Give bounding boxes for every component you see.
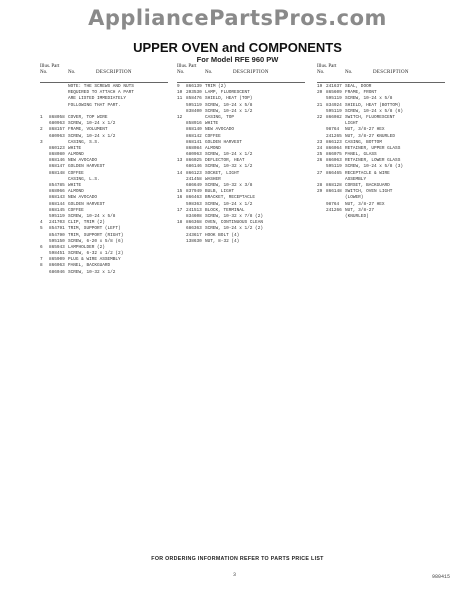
part-number: 865943 [49, 244, 65, 250]
part-description: NEW AVOCADO [68, 158, 97, 164]
header-description: DESCRIPTION [233, 70, 269, 75]
part-number: 866082 [326, 114, 342, 120]
part-description: FOLLOWING THAT PART. [68, 102, 121, 108]
part-number: 865909 [49, 257, 65, 263]
part-description: NEW AVOCADO [205, 127, 234, 133]
part-number: 203530 [186, 90, 202, 96]
part-description: CASING, BOTTOM [345, 139, 382, 145]
header-no: No. [68, 70, 76, 75]
part-description: BRACKET, RECEPTACLE [205, 195, 256, 201]
part-description: BULB, LIGHT [205, 189, 234, 195]
part-number: 868066 [49, 189, 65, 195]
part-description: GOLDEN HARVEST [205, 139, 242, 145]
part-number: 868148 [49, 170, 65, 176]
part-number: 680963 [186, 152, 202, 158]
item-number: 19 [317, 84, 323, 89]
part-description: COFFEE [68, 207, 84, 213]
part-description: SOCKET, LIGHT [205, 170, 240, 176]
part-description: NUT, 3/8-27 [345, 207, 374, 213]
part-description: SCREW, 10-32 x 3/8 [205, 183, 253, 188]
part-description: CORSET, BACKGUARD [345, 183, 390, 188]
part-description: SCREW, 10-32 x 1/2 [68, 269, 116, 275]
item-number: 9 [177, 84, 180, 89]
part-number: 595119 [49, 213, 65, 219]
part-description: PLUG & WIRE ASSEMBLY [68, 257, 121, 263]
part-description: SCREW, 10-32 x 7/8 (2) [205, 213, 263, 219]
part-number: 98764 [326, 127, 340, 133]
part-number: 868147 [49, 164, 65, 170]
item-number: 6 [40, 244, 43, 250]
header-illus-part: Illus. Part [317, 64, 337, 69]
item-number: 22 [317, 114, 323, 120]
part-description: SCREW, 6-20 x 5/8 (6) [68, 238, 124, 244]
part-description: FRAME, FRONT [345, 90, 377, 96]
part-description: WASHER [205, 176, 221, 182]
part-number: 834608 [186, 213, 202, 219]
part-description: BLOCK, TERMINAL [205, 207, 245, 213]
part-description: RECEPTACLE & WIRE [345, 170, 390, 176]
item-number: 28 [317, 183, 323, 188]
part-description: CLIP, TRIM (2) [68, 220, 105, 226]
part-number: 98764 [326, 201, 340, 207]
part-number: 854790 [49, 232, 65, 238]
part-description: LAMPHOLDER (2) [68, 244, 105, 250]
part-description: PANEL, BACKGUARD [68, 263, 111, 269]
part-description: (KNURLED) [345, 213, 369, 219]
parts-column-2 [177, 64, 317, 245]
part-description: SEAL, DOOR [345, 84, 372, 89]
page-subtitle: For Model RFE 960 PW [196, 55, 279, 64]
part-number: 854791 [49, 226, 65, 232]
part-description: TRIM (2) [205, 84, 227, 89]
part-description: NEW AVOCADO [68, 195, 97, 201]
part-description: LAMP, FLUORESCENT [205, 90, 250, 96]
header-no: No. [205, 70, 213, 75]
part-number: 866123 [326, 139, 342, 145]
item-number: 20 [317, 90, 323, 96]
part-description: ALMOND [205, 145, 221, 151]
item-number: 12 [177, 114, 183, 120]
item-number: 16 [177, 195, 183, 201]
part-number: 858916 [186, 121, 202, 127]
part-description: WHITE [68, 183, 82, 188]
item-number: 11 [177, 96, 183, 102]
part-description: GOLDEN HARVEST [68, 201, 105, 207]
header-no: No. [345, 70, 353, 75]
header-description: DESCRIPTION [373, 70, 409, 75]
item-number: 2 [40, 127, 43, 133]
part-description: SCREW, 10-24 x 5/8 [205, 102, 253, 108]
part-number: 868128 [326, 183, 342, 188]
part-description: COFFEE [68, 170, 84, 176]
part-number: 598451 [49, 251, 65, 257]
header-divider [177, 82, 305, 83]
part-description: (LOWER) [345, 195, 364, 201]
part-number: 837949 [186, 189, 202, 195]
part-description: ALMOND [68, 189, 84, 195]
part-description: RETAINER, LOWER GLASS [345, 158, 401, 164]
part-number: 866148 [326, 189, 342, 195]
part-description: GOLDEN HARVEST [68, 164, 105, 170]
part-number: 241265 [326, 133, 342, 139]
parts-list [317, 84, 447, 220]
parts-row [317, 214, 447, 220]
part-description: SCREW, 10-24 x 5/8 [345, 96, 393, 102]
header-illus-part: Illus. Part [40, 64, 60, 69]
part-description: ALMOND [68, 152, 84, 158]
part-number: 686363 [186, 226, 202, 232]
part-description: OVEN, CONTINUOUS CLEAN [205, 220, 263, 226]
item-number: 15 [177, 189, 183, 195]
part-number: 865609 [326, 90, 342, 96]
part-number: 241703 [49, 220, 65, 226]
part-number: 680963 [49, 121, 65, 127]
part-number: 680963 [49, 133, 65, 139]
column-header [317, 64, 447, 82]
part-description: SCREW, 10-32 x 1/2 [205, 164, 253, 170]
part-number: 241513 [186, 207, 202, 213]
item-number: 3 [40, 139, 43, 145]
item-number: 21 [317, 102, 323, 108]
part-description: CASING, S.S. [68, 139, 100, 145]
header-no: No. [177, 70, 185, 75]
part-description: NUT, 8-32 (4) [205, 238, 240, 244]
item-number: 25 [317, 152, 323, 158]
part-description: SHIELD, HEAT (BOTTOM) [345, 102, 401, 108]
part-description: SCREW, 10-24 x 1/2 [205, 152, 253, 158]
item-number: 8 [40, 263, 43, 269]
item-number: 5 [40, 226, 43, 232]
part-number: 866123 [186, 170, 202, 176]
part-number: 241266 [326, 207, 342, 213]
part-number: 868157 [49, 127, 65, 133]
part-description: SCREW, 6-32 x 1/2 (2) [68, 251, 124, 257]
part-number: 854785 [49, 183, 65, 188]
header-divider [317, 82, 445, 83]
parts-list [40, 84, 183, 276]
part-number: 868084 [186, 145, 202, 151]
part-number: 868146 [49, 158, 65, 164]
item-number: 14 [177, 170, 183, 176]
part-description: SHIELD, HEAT (TOP) [205, 96, 253, 102]
part-description: SCREW, 10-24 x 1/2 [68, 133, 116, 139]
part-number: 595119 [326, 108, 342, 114]
part-number: 866025 [186, 158, 202, 164]
part-description: ARE LISTED IMMEDIATELY [68, 96, 126, 102]
part-number: 866368 [186, 220, 202, 226]
part-description: SWITCH, FLUORESCENT [345, 114, 396, 120]
part-number: 860123 [49, 145, 65, 151]
item-number: 4 [40, 220, 43, 226]
part-number: 868143 [49, 195, 65, 201]
part-number: 138630 [186, 238, 202, 244]
parts-row [40, 270, 180, 276]
part-description: COFFEE [205, 133, 221, 139]
item-number: 29 [317, 189, 323, 195]
part-description: CASING, TOP [205, 114, 234, 120]
item-number: 24 [317, 145, 323, 151]
parts-column-1 [40, 64, 183, 276]
part-description: RETAINER, UPPER GLASS [345, 145, 401, 151]
part-description: LIGHT [345, 121, 359, 127]
parts-row [177, 239, 317, 245]
part-number: 243617 [186, 232, 202, 238]
part-number: 241637 [326, 84, 342, 89]
part-number: 595150 [49, 238, 65, 244]
item-number: 7 [40, 257, 43, 263]
column-header [177, 64, 317, 82]
page-number: 3 [233, 572, 237, 578]
parts-list [177, 84, 317, 245]
part-description: COVER, TOP WIRE [68, 114, 108, 120]
part-number: 598363 [186, 201, 202, 207]
header-divider [40, 82, 168, 83]
header-no: No. [317, 70, 325, 75]
part-number: 858476 [186, 96, 202, 102]
part-number: 595119 [326, 164, 342, 170]
parts-column-3 [317, 64, 447, 220]
part-number: 868145 [49, 207, 65, 213]
part-number: 834924 [326, 102, 342, 108]
part-number: 868142 [186, 133, 202, 139]
part-number: 866064 [326, 145, 342, 151]
part-description: WHITE [205, 121, 219, 127]
item-number: 17 [177, 207, 183, 213]
ordering-footer: FOR ORDERING INFORMATION REFER TO PARTS PRICE LIST [151, 556, 324, 562]
part-description: TRIM, SUPPORT (RIGHT) [68, 232, 124, 238]
part-description: SCREW, 10-24 x 5/8 (6) [345, 108, 403, 114]
part-description: SWITCH, OVEN LIGHT [345, 189, 393, 195]
item-number: 23 [317, 139, 323, 145]
document-number: 980415 [432, 574, 451, 580]
watermark-logo: AppliancePartsPros.com [88, 6, 387, 30]
part-description: WHITE [68, 145, 82, 151]
part-number: 595119 [326, 96, 342, 102]
part-number: 686146 [186, 164, 202, 170]
part-description: SCREW, 10-24 x 1/2 [205, 201, 253, 207]
item-number: 27 [317, 170, 323, 176]
part-number: 866465 [326, 170, 342, 176]
part-number: 686046 [49, 269, 65, 275]
part-description: SCREW, 10-24 x 5/8 (3) [345, 164, 403, 170]
column-header [40, 64, 180, 82]
part-description: SCREW, 10-24 x 1/2 (2) [205, 226, 263, 232]
item-number: 1 [40, 114, 43, 120]
part-description: HOOK BOLT (4) [205, 232, 240, 238]
header-illus-part: Illus. Part [177, 64, 197, 69]
part-number: 866063 [326, 158, 342, 164]
part-description: ASSEMBLY [345, 176, 367, 182]
item-number: 13 [177, 158, 183, 164]
part-description: REQUIRED TO ATTACH A PART [68, 90, 134, 96]
item-number: 18 [177, 220, 183, 226]
part-description: NUT, 3/8-27 KNURLED [345, 133, 396, 139]
part-description: DEFLECTOR, HEAT [205, 158, 245, 164]
part-description: SCREW, 10-24 x 1/2 [205, 108, 253, 114]
part-number: 866139 [186, 84, 202, 89]
header-description: DESCRIPTION [96, 70, 132, 75]
part-number: 868141 [186, 139, 202, 145]
part-number: 686649 [186, 183, 202, 188]
part-number: 868080 [49, 152, 65, 158]
part-number: 868144 [49, 201, 65, 207]
part-description: SCREW, 10-24 x 1/2 [68, 121, 116, 127]
part-description: PANEL, GLASS [345, 152, 377, 158]
part-description: NOTE: THE SCREWS AND NUTS [68, 84, 134, 89]
item-number: 10 [177, 90, 183, 96]
part-number: 868058 [49, 114, 65, 120]
part-number: 868140 [186, 127, 202, 133]
item-number: 26 [317, 158, 323, 164]
part-description: CASING, L.S. [68, 176, 100, 182]
part-number: 241458 [186, 176, 202, 182]
header-no: No. [40, 70, 48, 75]
part-number: 866063 [49, 263, 65, 269]
part-number: 866075 [326, 152, 342, 158]
part-description: NUT, 3/8-27 HEX [345, 127, 385, 133]
part-description: TRIM, SUPPORT (LEFT) [68, 226, 121, 232]
page-title: UPPER OVEN and COMPONENTS [133, 40, 342, 55]
part-number: 838400 [186, 108, 202, 114]
part-description: FRAME, VOLUMENT [68, 127, 108, 133]
part-description: SCREW, 10-24 x 5/8 [68, 213, 116, 219]
part-number: 595119 [186, 102, 202, 108]
part-number: 866463 [186, 195, 202, 201]
part-description: NUT, 3/8-27 HEX [345, 201, 385, 207]
